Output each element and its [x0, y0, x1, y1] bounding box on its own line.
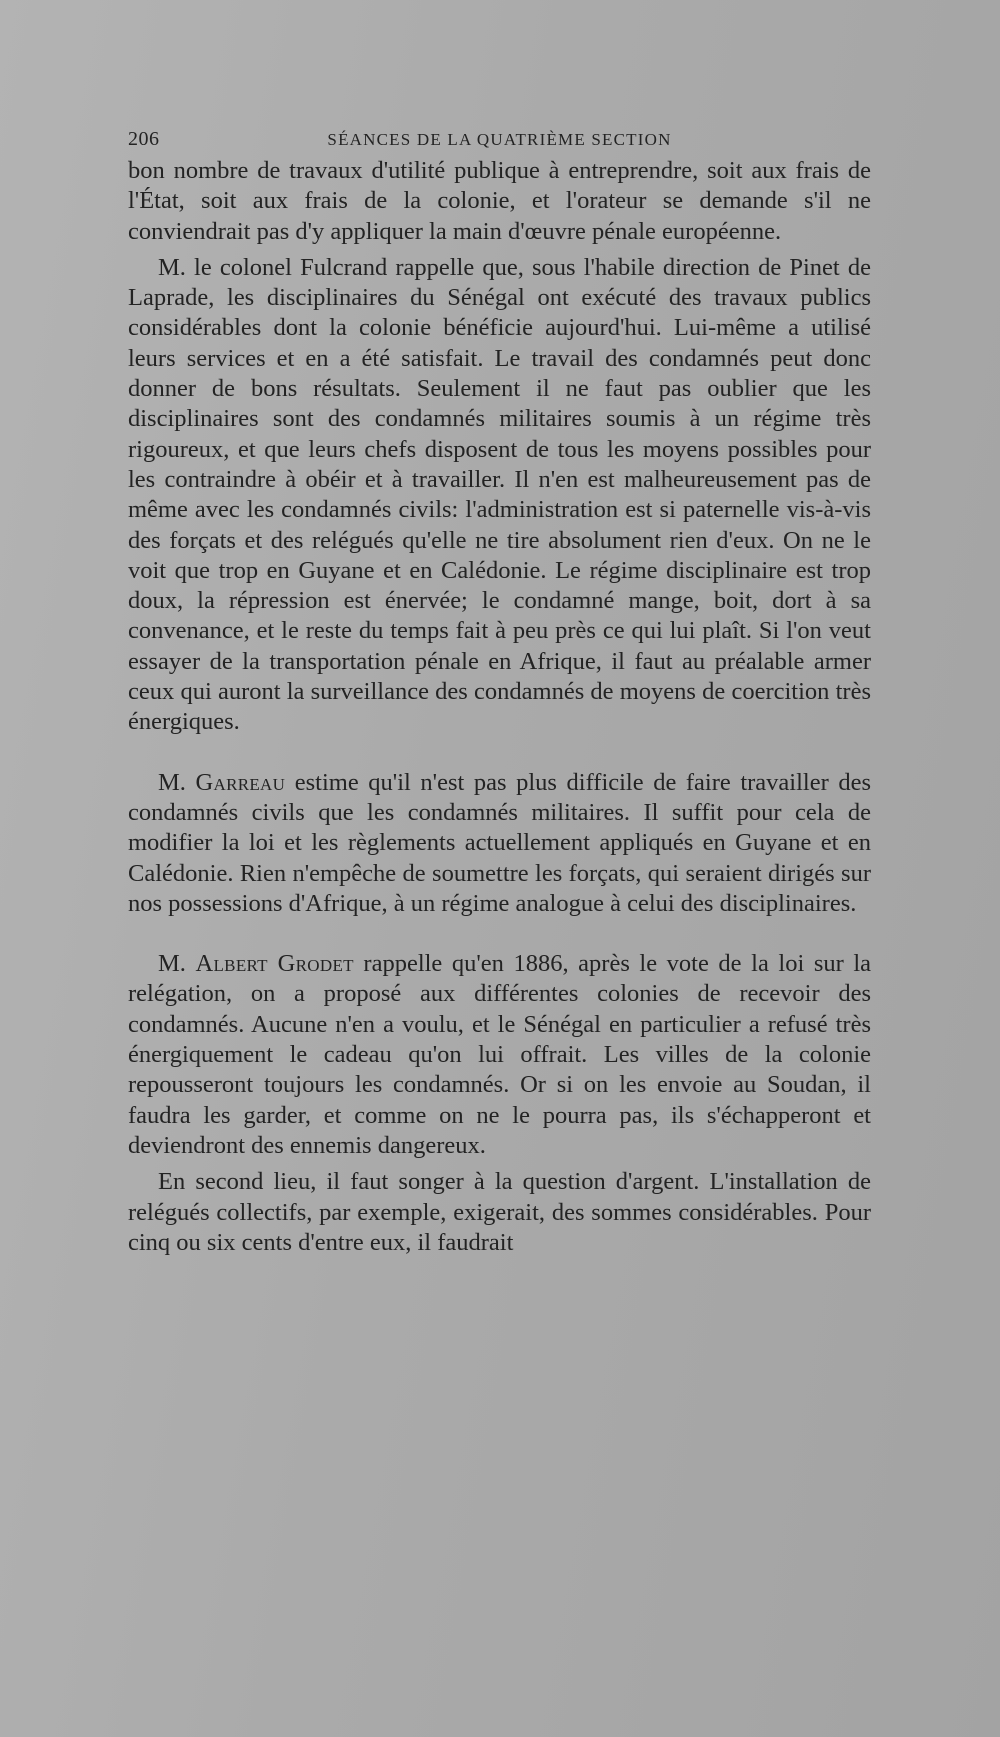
paragraph-garreau [128, 768, 871, 919]
paragraph-fulcrand [128, 253, 871, 738]
speaker-prefix: M. [158, 768, 186, 796]
paragraph-continued [128, 156, 871, 247]
paragraph-grodet [128, 949, 871, 1161]
paragraph-text: bon nombre de travaux d'utilité publique à entreprendre, soit aux frais de l'État, soit aux frais de la colonie, et l'orateur se demande s'il ne conviendrait pas d'y appliquer la main d'œuvre pénale européenne. [128, 157, 871, 245]
running-head [128, 128, 871, 154]
paragraph-text: rappelle qu'en 1886, après le vote de la loi sur la relégation, on a proposé aux différentes colonies de recevoir des condamnés. Aucune n'en a voulu, et le Sénégal en particulier a refusé très énergiquement le cadeau qu'on lui offrait. Les villes de la colonie repousseront toujours les condamnés. Or si on les envoie au Soudan, il faudra les garder, et comme on ne le pourra pas, ils s'échapperont et deviendront des ennemis dangereux. [128, 950, 872, 1159]
speaker-prefix: M. [158, 950, 186, 978]
speaker-name: Garreau [195, 768, 286, 796]
book-page [128, 128, 871, 1258]
paragraph-second-point [128, 1167, 871, 1258]
paragraph-text: estime qu'il n'est pas plus difficile de faire travailler des condamnés civils que les condamnés militaires. Il suffit pour cela de modifier la loi et les règlements actuellement appliqués en Guyane et en Calédonie. Rien n'empêche de soumettre les forçats, qui seraient dirigés sur nos possessions d'Afrique, à un régime analogue à celui des disciplinaires. [128, 768, 871, 917]
speaker-name: Albert Grodet [195, 950, 354, 978]
section-title: SÉANCES DE LA QUATRIÈME SECTION [327, 130, 672, 149]
paragraph-text: M. le colonel Fulcrand rappelle que, sous l'habile direction de Pinet de Laprade, les disciplinaires du Sénégal ont exécuté des travaux publics considérables dont la colonie bénéficie aujourd'hui. Lui-même a utilisé leurs services et en a été satisfait. Le travail des condamnés peut donc donner de bons résultats. Seulement il ne faut pas oublier que les disciplinaires sont des condamnés militaires soumis à un régime très rigoureux, et que leurs chefs disposent de tous les moyens possibles pour les contraindre à obéir et à travailler. Il n'en est malheureusement pas de même avec les condamnés civils: l'administration est si paternelle vis-à-vis des forçats et des relégués qu'elle ne tire absolument rien d'eux. On ne le voit que trop en Guyane et en Calédonie. Le régime disciplinaire est trop doux, la répression est énervée; le condamné mange, boit, dort à sa convenance, et le reste du temps fait à peu près ce qui lui plaît. Si l'on veut essayer de la transportation pénale en Afrique, il faut au préalable armer ceux qui auront la surveillance des condamnés de moyens de coercition très énergiques. [128, 253, 871, 736]
page-number: 206 [128, 128, 160, 150]
paragraph-text: En second lieu, il faut songer à la question d'argent. L'installation de relégués collectifs, par exemple, exigerait, des sommes considérables. Pour cinq ou six cents d'entre eux, il faudrait [128, 1168, 871, 1256]
